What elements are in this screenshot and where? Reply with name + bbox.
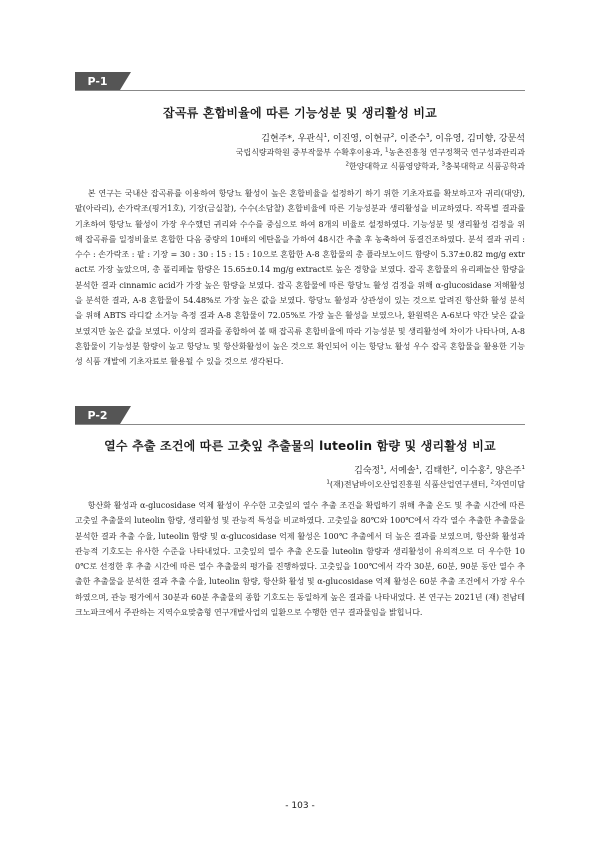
author: 김숙정 [354, 466, 381, 476]
abstract-title-p1: 잡곡류 혼합비율에 따른 기능성분 및 생리활성 비교 [163, 106, 437, 120]
affiliation: 농촌진흥청 연구정책국 연구성과관리과 [388, 148, 525, 157]
affiliations-p1 [236, 146, 525, 174]
affiliation-line [326, 478, 525, 492]
affiliation-marker: 1 [415, 465, 420, 471]
affiliation: 국립식량과학원 중부작물부 수확후이용과, [235, 148, 386, 157]
affiliation-marker: 2 [345, 161, 350, 168]
affiliation-marker: 1 [385, 147, 389, 154]
author: , 서예솔 [383, 466, 416, 476]
author: , 이준수 [394, 134, 427, 144]
affiliation-line [236, 146, 525, 160]
abstract-paragraph: 항산화 활성과 α-glucosidase 억제 활성이 우수한 고춧잎의 열수 추출 조건을 확립하기 위해 추출 온도 및 추출 시간에 따른 고춧잎 추출물의 luteolin 함량, 생리활성 및 관능적 특성을 비교하였다. 고춧잎을 80℃와 100℃에서 각각 열수 추출한 추출물을 분석한 결과 추출 수율, luteolin 함량 및 α-glucosidase 억제 활성은 100℃ 추출에서 더 높은 결과를 보였으며, 항산화 활성과 관능적 기호도는 유사한 수준을 나타내었다. 고춧잎의 열수 추출 온도를 luteolin 함량과 생리활성이 유의적으로 더 우수한 100℃로 선정한 후 추출 시간에 따른 열수 추출물의 평가를 진행하였다. 고춧잎을 100℃에서 각각 30분, 60분, 90분 동안 열수 추출한 추출물을 분석한 결과 추출 수율, luteolin 함량, 항산화 활성 및 α-glucosidase 억제 활성은 60분 추출 조건에서 가장 우수하였으며, 관능 평가에서 30분과 60분 추출물의 종합 기호도는 동일하게 높은 결과를 나타내었다. 본 연구는 2021년 (재) 전남테크노파크에서 주관하는 지역수요맞춤형 연구개발사업의 일환으로 수행한 연구 결과물임을 밝힙니다. [75, 501, 525, 618]
author: 우관식 [297, 134, 324, 144]
affiliation-marker: 3 [441, 161, 446, 168]
affiliations-p2 [326, 478, 525, 492]
affiliation: 한양대학교 식품영양학과, [349, 162, 442, 171]
author: , 양은주 [489, 466, 522, 476]
affiliation-line [236, 160, 525, 174]
affiliation-marker: 3 [426, 133, 430, 139]
author: , 이진영, 이현규 [327, 134, 391, 144]
section-divider [75, 424, 525, 425]
affiliation-marker: 2 [390, 133, 395, 139]
abstract-label-text: P-1 [87, 74, 108, 88]
affiliation-marker: 2 [450, 465, 455, 471]
abstract-title-p2: 열수 추출 조건에 따른 고춧잎 추출물의 luteolin 함량 및 생리활성 비교 [104, 439, 496, 453]
affiliation-marker: 1 [380, 465, 384, 471]
author-list-p1 [261, 131, 525, 144]
page-number: - 103 - [285, 801, 315, 811]
abstract-body-p2 [75, 498, 525, 620]
abstract-label-p2 [75, 406, 120, 424]
author: , 이수홍 [454, 466, 487, 476]
affiliation-marker: 1 [521, 465, 525, 471]
abstract-label-p1 [75, 72, 120, 90]
affiliation: 충북대학교 식품공학과 [445, 162, 525, 171]
affiliation-marker: 2 [490, 479, 495, 486]
affiliation: 자연미담 [494, 480, 525, 489]
affiliation-marker: 1 [323, 133, 328, 139]
abstract-label-text: P-2 [87, 408, 108, 422]
author: 김현주*, [261, 134, 298, 144]
author-list-p2 [354, 463, 525, 476]
affiliation-marker: 1 [326, 479, 330, 486]
author: , 김태한 [419, 466, 451, 476]
abstract-paragraph: 본 연구는 국내산 잡곡류를 이용하여 항당뇨 활성이 높은 혼합비율을 설정하기 하기 위한 기초자료를 확보하고자 귀리(대양), 팥(아라리), 손가락조(핑거1호), 기장(금실찰), 수수(소담찰) 혼합비율에 따른 기능성분과 생리활성을 비교하였다. 작목별 결과를 기초하여 항당뇨 활성이 가장 우수했던 귀리와 수수를 중심으로 하여 8개의 비율로 설정하였다. 기능성분 및 생리활성 검정을 위해 잡곡류를 일정비율로 혼합한 다음 중량의 10배의 에탄올을 가하여 48시간 추출 후 농축하여 동결건조하였다. 분석 결과 귀리 : 수수 : 손가락조 : 팥 : 기장 = 30 : 30 : 15 : 15 : 10으로 혼합한 A-8 혼합물의 총 플라보노이드 함량이 5.37±0.82 mg/g extract로 가장 높았으며, 총 폴리페놀 함량은 15.65±0.14 mg/g extract로 높은 경향을 보였다. 잡곡 혼합물의 유리페놀산 함량을 분석한 결과 cinnamic acid가 가장 높은 함량을 보였다. 잡곡 혼합물에 따른 항당뇨 활성 검정을 위해 α-glucosidase 저해활성을 분석한 결과, A-8 혼합물이 54.48%로 가장 높은 값을 보였다. 항당뇨 활성과 상관성이 있는 것으로 알려진 항산화 활성 분석을 위해 ABTS 라디칼 소거능 측정 결과 A-8 혼합물이 72.05%로 가장 높은 활성을 보였으나, 환원력은 A-6보다 약간 낮은 값을 보였지만 높은 값을 보였다. 이상의 결과를 종합하여 볼 때 잡곡류 혼합비율에 따라 기능성분 및 생리활성에 차이가 나타나며, A-8 혼합물이 기능성분 함량이 높고 항당뇨 및 항산화활성이 높은 것으로 확인되어 이는 항당뇨 활성 우수 잡곡 혼합물을 활용한 기능성 식품 개발에 기초자료로 활용될 수 있을 것으로 생각된다. [75, 189, 525, 367]
affiliation: (재)전남바이오산업진흥원 식품산업연구센터, [329, 480, 491, 489]
abstract-body-p1 [75, 186, 525, 370]
section-divider [75, 90, 525, 91]
author: , 이유영, 김미향, 강문석 [429, 134, 525, 144]
affiliation-marker: 2 [486, 465, 490, 471]
